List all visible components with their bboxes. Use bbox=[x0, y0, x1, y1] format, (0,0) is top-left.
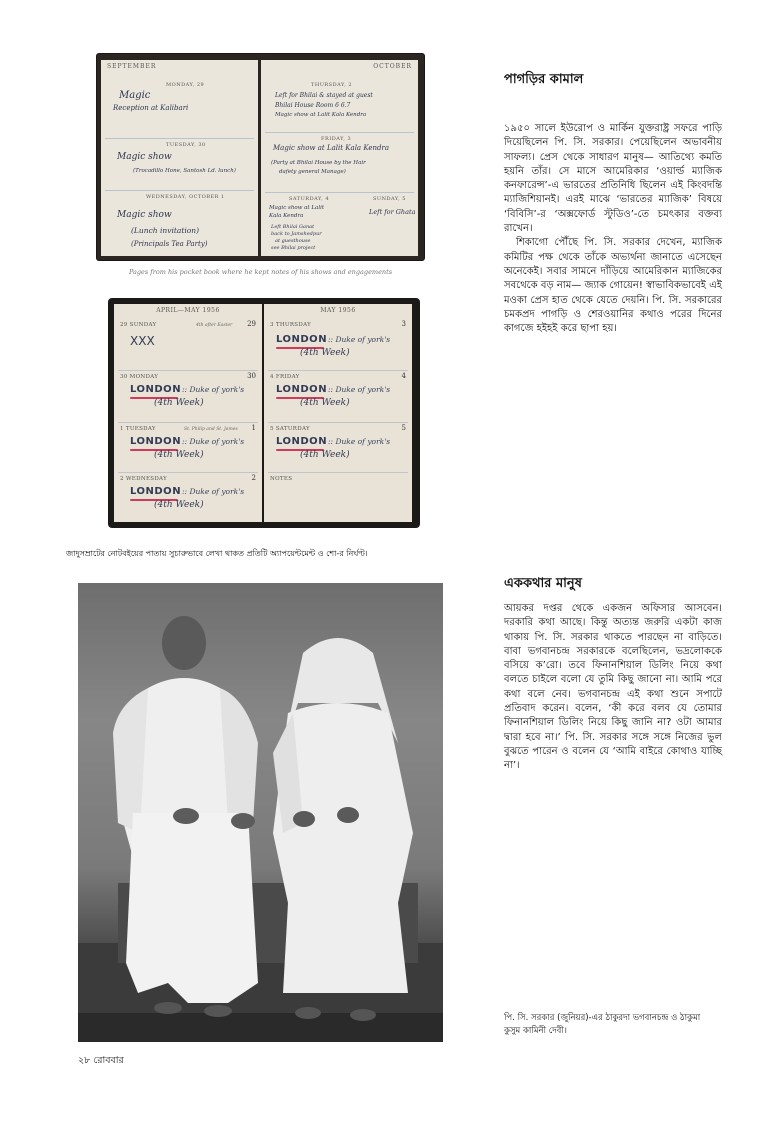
diary1-note: Left for Bhilai & stayed at guest bbox=[275, 92, 373, 99]
diary2-day-number: 3 bbox=[401, 320, 406, 328]
diary2-duke: :: Duke of york's bbox=[328, 335, 391, 344]
diary2-day-number: 5 bbox=[401, 424, 406, 432]
diary2-duke: :: Duke of york's bbox=[328, 437, 391, 446]
pocketbook-bengali-caption: জাদুসম্রাটের নোটবইয়ের পাতায় সুচারুভাবে লেখা থাকত প্রতিটি অ্যাপয়েন্টমেন্ট ও শো-র নির্ঘণ্ট। bbox=[66, 549, 368, 558]
diary1-day: SATURDAY, 4 bbox=[289, 196, 330, 202]
diary1-note: (Trocadillo Hone, Santosh Ld. lunch) bbox=[133, 168, 236, 174]
diary1-day: THURSDAY, 2 bbox=[311, 82, 353, 88]
diary2-right-head: MAY 1956 bbox=[320, 307, 356, 314]
diary1-note: Magic show at Lalit Kala Kendra bbox=[273, 144, 390, 152]
diary2-duke: :: Duke of york's bbox=[328, 385, 391, 394]
diary1-rule bbox=[265, 192, 414, 193]
diary2-rule bbox=[268, 422, 408, 423]
diary1-note: Reception at Kalibari bbox=[113, 104, 189, 112]
article2-heading: এককথার মানুষ bbox=[504, 576, 582, 591]
diary2-rule bbox=[118, 472, 258, 473]
article1-paragraph: ১৯৫০ সালে ইউরোপ ও মার্কিন যুক্তরাষ্ট্র সফরে পাড়ি দিয়েছিলেন পি. সি. সরকার। পেয়েছিলেন অভাবনীয় সাফল্য। প্রেস থেকে সাধারণ মানুষ— আতিথ্যে কমতি হয়নি তাঁর। সে মাসে আমেরিকার ‘ওয়ার্ল্ড ম্যাজিক কনফারেন্স’-এ ভারতের প্রতিনিধি ছিলেন এই কিংবদন্তি ম্যাজিশিয়ানই। এরই মাঝে ‘ভারতের ম্যাজিক’ বিষয়ে ‘বিবিসি’-র ‘অক্সফোর্ড স্টুডিও’-তে চমৎকার বক্তব্য রাখেন। bbox=[504, 123, 722, 235]
diary2-rule bbox=[118, 370, 258, 371]
diary1-note: back to Jamshedpur bbox=[271, 231, 322, 237]
diary1-note: Magic show at Lalit bbox=[269, 205, 325, 211]
diary1-day: MONDAY, 29 bbox=[166, 82, 205, 88]
pocketbook-caption: Pages from his pocket book where he kept notes of his shows and engagements bbox=[128, 268, 393, 276]
diary2-rule bbox=[268, 472, 408, 473]
diary1-note: (Principals Tea Party) bbox=[131, 240, 208, 248]
page-folio: ২৮ রোববার bbox=[78, 1055, 124, 1066]
diary2-day-note: 4th after Easter bbox=[196, 323, 233, 328]
diary2-day: 2 WEDNESDAY bbox=[120, 476, 168, 482]
diary1-right-page bbox=[261, 60, 418, 256]
diary1-note: Left for Ghata bbox=[369, 208, 416, 216]
diary1-rule bbox=[265, 132, 414, 133]
diary1-rule bbox=[105, 138, 254, 139]
diary2-left-head: APRIL—MAY 1956 bbox=[156, 307, 220, 314]
diary1-rule bbox=[105, 190, 254, 191]
diary1-right-month: OCTOBER bbox=[373, 63, 412, 70]
diary2-duke: :: Duke of york's bbox=[182, 487, 245, 496]
diary1-note: at guesthouse bbox=[275, 238, 311, 244]
article1-paragraph: শিকাগো পৌঁছে পি. সি. সরকার দেখেন, ম্যাজিক কমিটির পক্ষ থেকে তাঁকে অভ্যর্থনা জানাতে এসেছেন অনেকেই। সবার সামনে দাঁড়িয়ে আমেরিকান ম্যাজিকের সবথেকে বড় নাম— জ্যাক গোয়েন! স্বাভাবিকভাবেই এই মওকা প্রেস হাত থেকে যেতে দেয়নি। পি. সি. সরকারের চমকপ্রদ পাগড়ি ও শেরওয়ানির কথাও পরের দিনের কাগজে হইহই করে ছাপা হয়। bbox=[504, 237, 722, 335]
diary2-day: 5 SATURDAY bbox=[270, 426, 310, 432]
diary2-london: LONDON bbox=[130, 436, 182, 447]
diary2-day: 1 TUESDAY bbox=[120, 426, 156, 432]
diary2-week: (4th Week) bbox=[300, 348, 350, 358]
diary1-day: TUESDAY, 30 bbox=[166, 142, 206, 148]
diary2-week: (4th Week) bbox=[300, 450, 350, 460]
portrait-caption: পি. সি. সরকার (জুনিয়র)-এর ঠাকুরদা ভগবানচন্দ্র ও ঠাকুমা কুসুম কামিনী দেবী। bbox=[504, 1013, 701, 1036]
pocketbook-photo-1 bbox=[97, 54, 424, 260]
diary2-day-number: 2 bbox=[251, 474, 256, 482]
diary2-london: LONDON bbox=[276, 334, 328, 345]
diary2-day: 3 THURSDAY bbox=[270, 322, 312, 328]
article2-body bbox=[504, 602, 722, 774]
diary2-week: (4th Week) bbox=[154, 500, 204, 510]
diary1-left-month: SEPTEMBER bbox=[107, 63, 157, 70]
diary2-day-number: 29 bbox=[247, 320, 256, 328]
diary2-duke: :: Duke of york's bbox=[182, 437, 245, 446]
portrait-photo bbox=[78, 583, 443, 1042]
diary1-day: SUNDAY, 5 bbox=[373, 196, 406, 202]
diary2-day-number: 30 bbox=[247, 372, 256, 380]
diary2-xxx: XXX bbox=[130, 334, 155, 348]
diary1-note: Left Bhilai Ganat bbox=[271, 224, 315, 230]
diary1-note: Magic show bbox=[117, 152, 172, 162]
article1-body bbox=[504, 122, 722, 336]
diary2-rule bbox=[118, 422, 258, 423]
article1-heading: পাগড়ির কামাল bbox=[504, 72, 584, 87]
article2-paragraph: আয়কর দপ্তর থেকে একজন অফিসার আসবেন। দরকারি কথা আছে। কিন্তু অত্যন্ত জরুরি একটা কাজ থাকায় পি. সি. সরকার থাকতে পারছেন না বাড়িতে। বাবা ভগবানচন্দ্র সরকারকে বলেছিলেন, ভদ্রলোককে বসিয়ে ক’রো। তবে ফিনানশিয়াল ডিলিং নিয়ে কথা বলতে চাইলে বলো যে তুমি কিছু জানো না। আমি পরে কথা বলে নেব। ভগবানচন্দ্র এই কথা শুনে সপাটে প্রতিবাদ করেন। বলেন, ‘কী করে বলব যে তোমার ফিনানশিয়াল ডিলিং নিয়ে কিছু জানি না? ওটা আমার দ্বারা হবে না।’ পি. সি. সরকার সঙ্গে সঙ্গে নিজের ভুল বুঝতে পারেন ও বলেন যে ‘আমি বাইরে কোথাও যাচ্ছি না’। bbox=[504, 603, 722, 772]
diary2-london: LONDON bbox=[276, 384, 328, 395]
diary2-week: (4th Week) bbox=[300, 398, 350, 408]
diary1-day: WEDNESDAY, OCTOBER 1 bbox=[146, 194, 225, 200]
diary2-london: LONDON bbox=[130, 486, 182, 497]
diary1-note: dafety general Manage) bbox=[279, 169, 346, 175]
diary2-week: (4th Week) bbox=[154, 450, 204, 460]
diary2-day-number: 4 bbox=[401, 372, 406, 380]
diary2-london: LONDON bbox=[130, 384, 182, 395]
diary2-london: LONDON bbox=[276, 436, 328, 447]
diary1-note: see Bhilai project bbox=[271, 245, 316, 251]
pocketbook-photo-2 bbox=[108, 298, 420, 528]
portrait-illustration bbox=[78, 583, 443, 1042]
diary1-note: Kala Kendra bbox=[269, 213, 304, 219]
diary2-day: 29 SUNDAY bbox=[120, 322, 157, 328]
diary2-left-page bbox=[114, 304, 262, 522]
diary1-left-page bbox=[101, 60, 258, 256]
diary2-day: 4 FRIDAY bbox=[270, 374, 300, 380]
diary1-note: Bhilai House Room 6 6.7 bbox=[275, 102, 351, 109]
diary1-note: (Party at Bhilai House by the Hair bbox=[271, 160, 366, 166]
diary1-day: FRIDAY, 3 bbox=[321, 136, 352, 142]
diary2-duke: :: Duke of york's bbox=[182, 385, 245, 394]
diary2-day-note: St. Philip and St. James bbox=[184, 427, 238, 432]
diary2-notes-label: NOTES bbox=[270, 476, 293, 482]
diary1-note: Magic show bbox=[117, 210, 172, 220]
diary1-note: Magic show at Lalit Kala Kendra bbox=[275, 112, 367, 118]
diary2-day-number: 1 bbox=[251, 424, 256, 432]
diary1-note: Magic bbox=[119, 90, 151, 101]
diary2-right-page bbox=[264, 304, 412, 522]
diary2-rule bbox=[268, 370, 408, 371]
diary2-day: 30 MONDAY bbox=[120, 374, 159, 380]
diary2-week: (4th Week) bbox=[154, 398, 204, 408]
diary1-note: (Lunch invitation) bbox=[131, 226, 200, 235]
